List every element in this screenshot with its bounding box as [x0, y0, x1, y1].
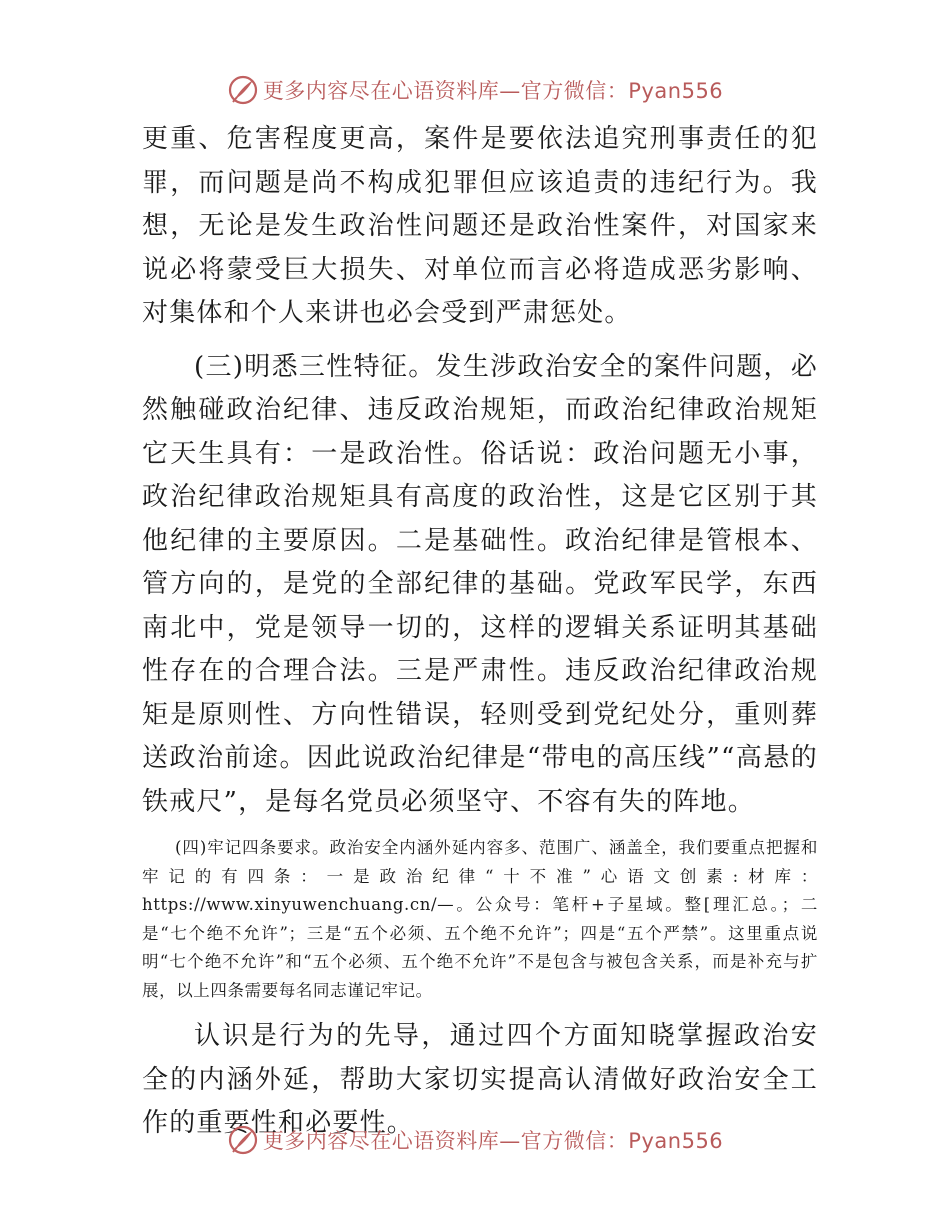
feather-pen-logo-icon: [227, 1124, 259, 1156]
watermark-text: 更多内容尽在心语资料库—官方微信：Pyan556: [262, 79, 724, 103]
paragraph-conclusion: 认识是行为的先导，通过四个方面知晓掌握政治安全的内涵外延，帮助大家切实提高认清做好政治安全工作的重要性和必要性。: [142, 1021, 818, 1138]
feather-pen-logo-icon: [227, 74, 259, 106]
paragraph-three-traits: (三)明悉三性特征。发生涉政治安全的案件问题，必然触碰政治纪律、违反政治规矩，而政治纪律政治规矩它天生具有：一是政治性。俗话说：政治问题无小事，政治纪律政治规矩具有高度的政治性，这是它区别于其他纪律的主要原因。二是基础性。政治纪律是管根本、管方向的，是党的全部纪律的基础。党政军民学，东西南北中，党是领导一切的，这样的逻辑关系证明其基础性存在的合理合法。三是严肃性。违反政治纪律政治规矩是原则性、方向性错误，轻则受到党纪处分，重则葬送政治前途。因此说政治纪律是“带电的高压线”“高悬的铁戒尺”，是每名党员必须坚守、不容有失的阵地。: [142, 351, 818, 817]
footer-watermark: [0, 1122, 950, 1158]
paragraph-four-requirements: (四)牢记四条要求。政治安全内涵外延内容多、范围广、涵盖全，我们要重点把握和牢记的有四条：一是政治纪律“十不准”心语文创素:材库：https://www.xinyuwenchuang.cn/—。公众号：笔杆+子星域。整[理汇总。；二是“七个绝不允许”；三是“五个必须、五个绝不允许”；四是“五个严禁”。这里重点说明“七个绝不允许”和“五个必须、五个绝不允许”不是包含与被包含关系，而是补充与扩展，以上四条需要每名同志谨记牢记。: [142, 838, 818, 1000]
paragraph-continuation: 更重、危害程度更高，案件是要依法追究刑事责任的犯罪，而问题是尚不构成犯罪但应该追责的违纪行为。我想，无论是发生政治性问题还是政治性案件，对国家来说必将蒙受巨大损失、对单位而言必将造成恶劣影响、对集体和个人来讲也必会受到严肃惩处。: [142, 124, 818, 328]
document-body: [142, 118, 818, 1146]
watermark-text: 更多内容尽在心语资料库—官方微信：Pyan556: [262, 1129, 724, 1153]
header-watermark: [0, 72, 950, 108]
